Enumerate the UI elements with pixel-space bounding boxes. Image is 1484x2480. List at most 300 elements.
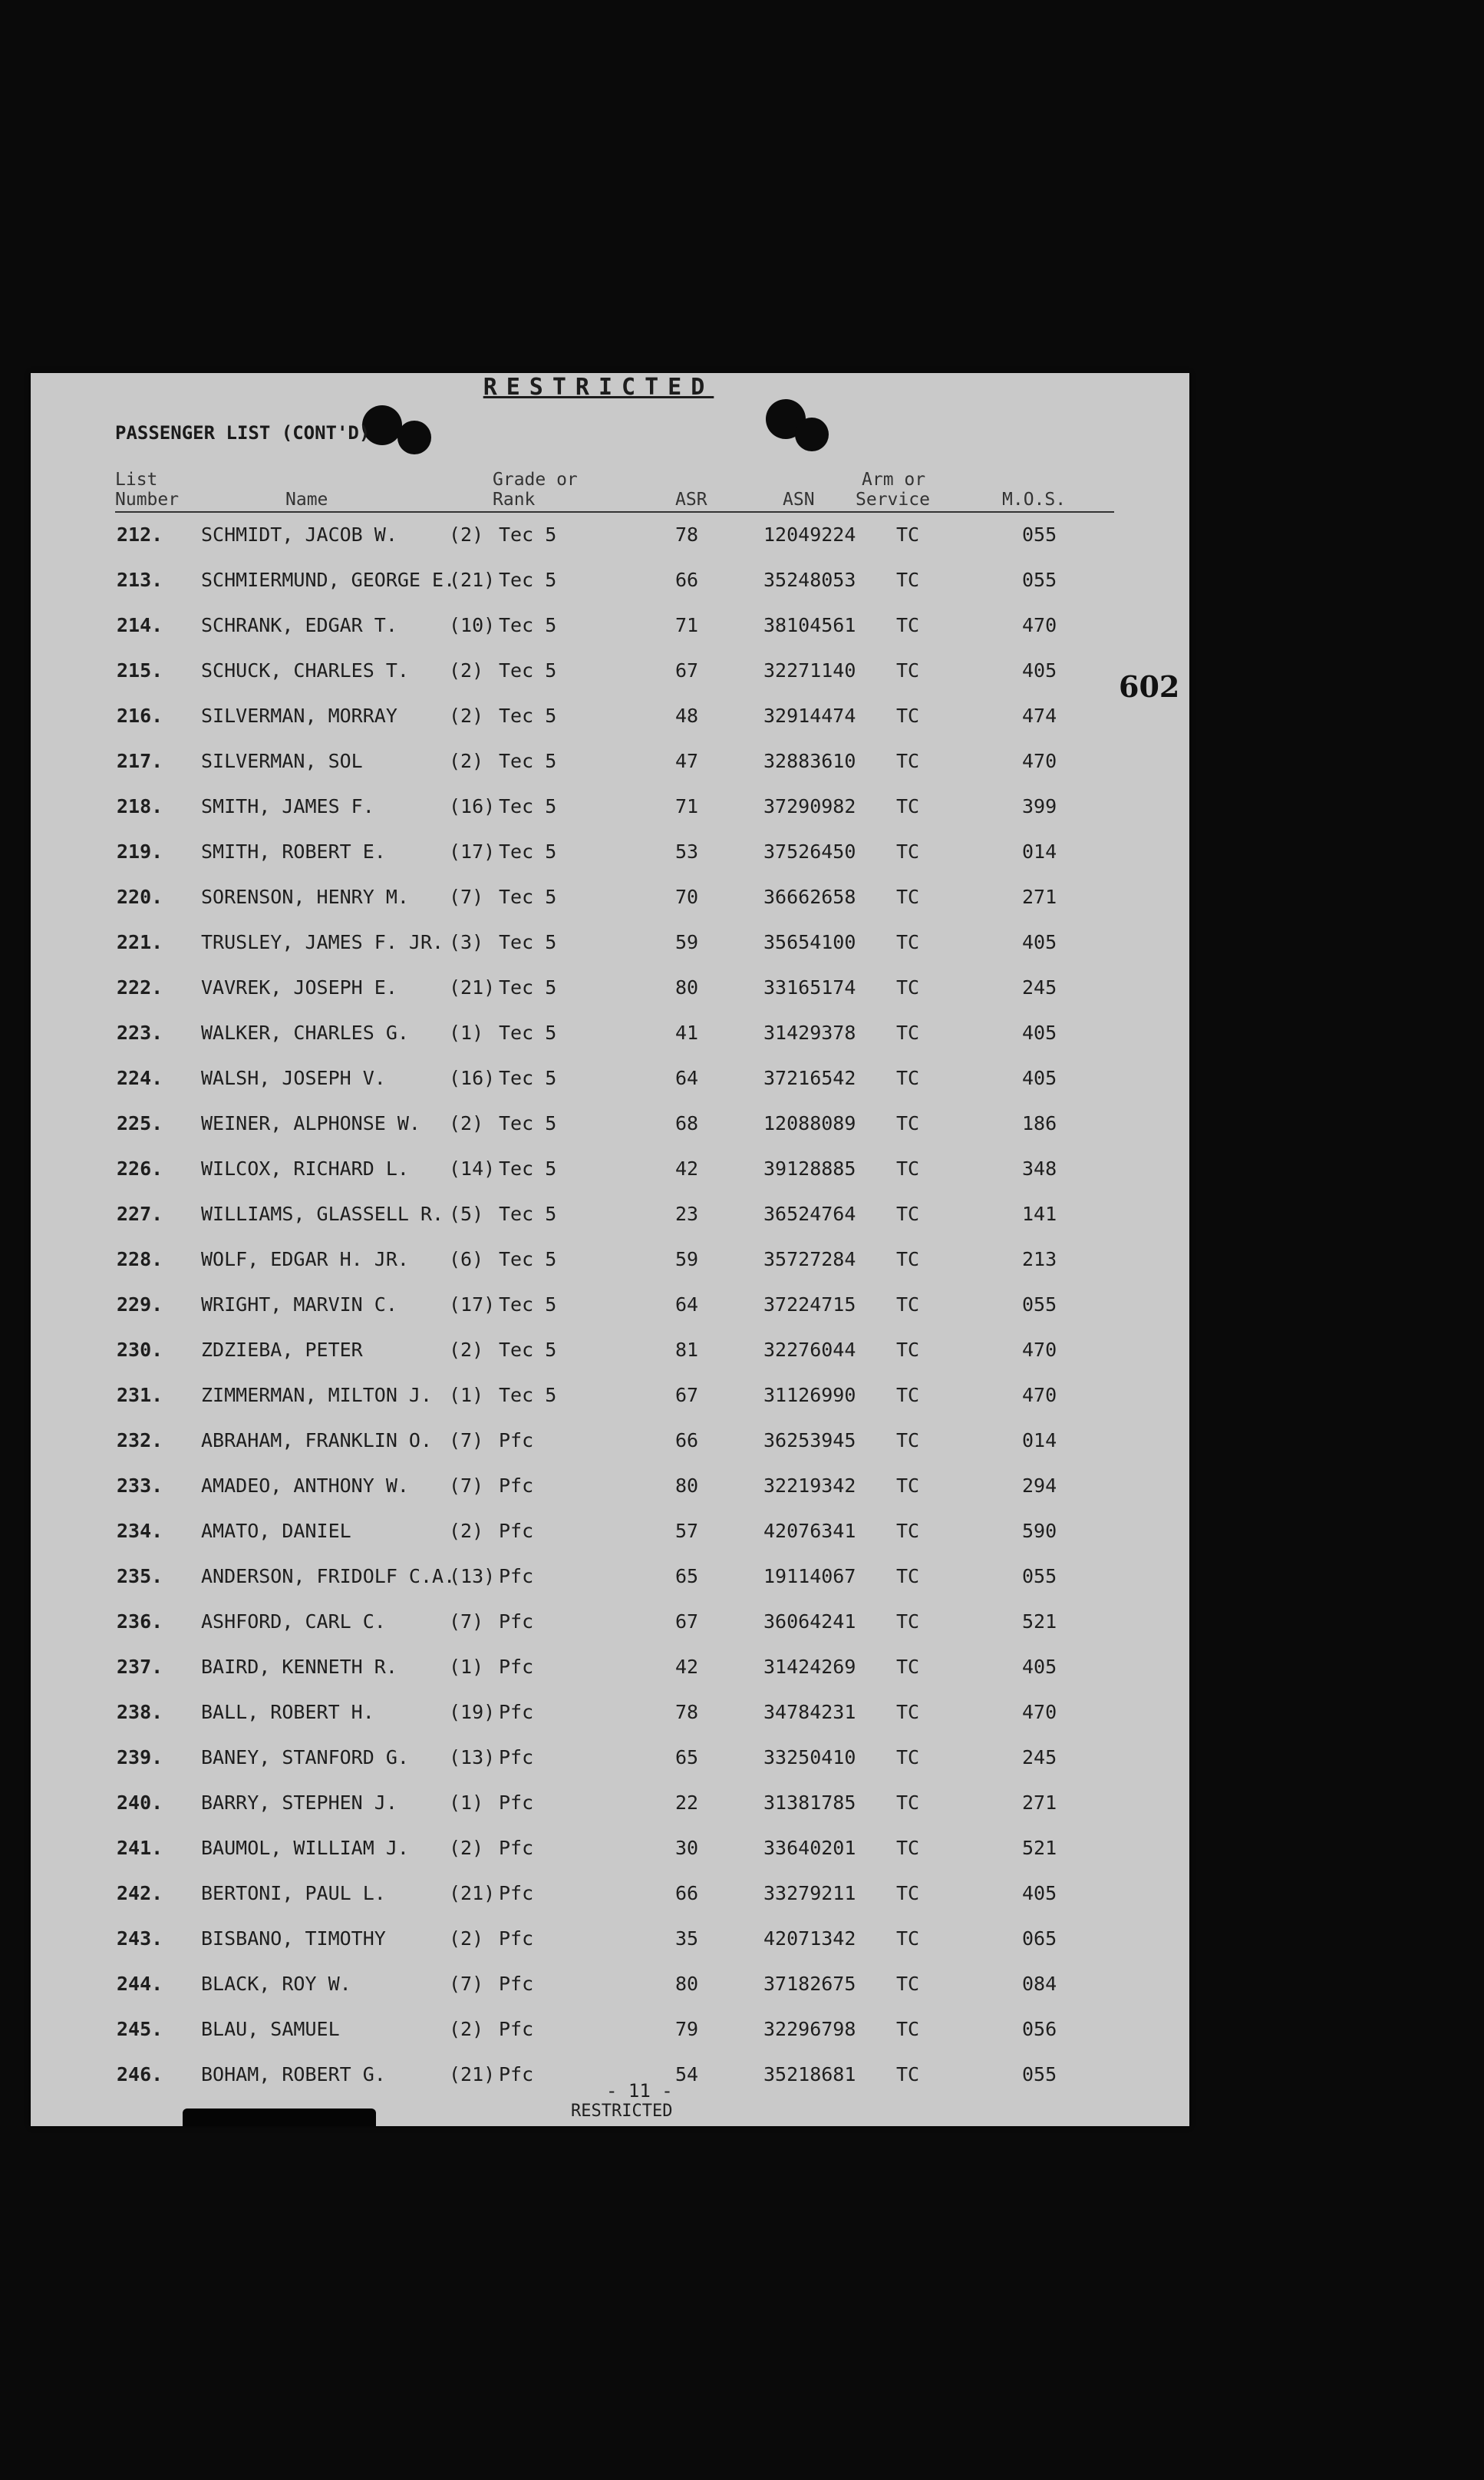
- mos-code: 056: [1022, 2018, 1057, 2040]
- asr-score: 57: [675, 1520, 699, 1542]
- group-code: (21): [449, 1882, 496, 1904]
- asr-score: 47: [675, 750, 699, 772]
- footer-page-number: - 11 -: [606, 2080, 673, 2102]
- table-row: [0, 1963, 1484, 2009]
- arm-service: TC: [896, 1927, 920, 1950]
- col-asn: ASN: [783, 490, 815, 510]
- asr-score: 48: [675, 705, 699, 727]
- table-row: [0, 1420, 1484, 1465]
- serial-number: 36064241: [763, 1610, 856, 1633]
- arm-service: TC: [896, 1565, 920, 1587]
- grade-rank: Tec 5: [499, 1067, 557, 1089]
- mos-code: 055: [1022, 569, 1057, 591]
- serial-number: 35248053: [763, 569, 856, 591]
- asr-score: 65: [675, 1565, 699, 1587]
- list-number: 222.: [117, 976, 163, 999]
- serial-number: 36524764: [763, 1203, 856, 1225]
- page-tab-shadow: [183, 2108, 376, 2126]
- grade-rank: Tec 5: [499, 1248, 557, 1270]
- arm-service: TC: [896, 931, 920, 953]
- serial-number: 19114067: [763, 1565, 856, 1587]
- passenger-name: WOLF, EDGAR H. JR.: [201, 1248, 409, 1270]
- arm-service: TC: [896, 1610, 920, 1633]
- passenger-name: BAIRD, KENNETH R.: [201, 1656, 397, 1678]
- asr-score: 53: [675, 840, 699, 863]
- mos-code: 245: [1022, 976, 1057, 999]
- list-number: 240.: [117, 1791, 163, 1814]
- passenger-name: SMITH, JAMES F.: [201, 795, 374, 817]
- serial-number: 37526450: [763, 840, 856, 863]
- passenger-list-title: PASSENGER LIST (CONT'D): [115, 422, 371, 444]
- list-number: 236.: [117, 1610, 163, 1633]
- passenger-name: VAVREK, JOSEPH E.: [201, 976, 397, 999]
- mos-code: 055: [1022, 523, 1057, 546]
- footer-restricted: RESTRICTED: [571, 2102, 673, 2121]
- list-number: 229.: [117, 1293, 163, 1316]
- grade-rank: Tec 5: [499, 614, 557, 636]
- arm-service: TC: [896, 1791, 920, 1814]
- mos-code: 271: [1022, 886, 1057, 908]
- list-number: 244.: [117, 1973, 163, 1995]
- mos-code: 213: [1022, 1248, 1057, 1270]
- group-code: (1): [449, 1656, 484, 1678]
- asr-score: 81: [675, 1339, 699, 1361]
- passenger-name: WALKER, CHARLES G.: [201, 1022, 409, 1044]
- asr-score: 64: [675, 1067, 699, 1089]
- col-list-number: List Number: [115, 470, 180, 510]
- list-number: 224.: [117, 1067, 163, 1089]
- list-number: 212.: [117, 523, 163, 546]
- table-row: [0, 514, 1484, 560]
- serial-number: 12049224: [763, 523, 856, 546]
- arm-service: TC: [896, 1973, 920, 1995]
- passenger-name: ZIMMERMAN, MILTON J.: [201, 1384, 433, 1406]
- list-number: 233.: [117, 1474, 163, 1497]
- asr-score: 54: [675, 2063, 699, 2085]
- arm-service: TC: [896, 1112, 920, 1134]
- table-row: [0, 560, 1484, 605]
- grade-rank: Tec 5: [499, 795, 557, 817]
- serial-number: 31126990: [763, 1384, 856, 1406]
- table-row: [0, 1012, 1484, 1058]
- table-row: [0, 1058, 1484, 1103]
- table-row: [0, 2054, 1484, 2099]
- passenger-name: AMATO, DANIEL: [201, 1520, 351, 1542]
- table-row: [0, 877, 1484, 922]
- mos-code: 065: [1022, 1927, 1057, 1950]
- table-row: [0, 1465, 1484, 1511]
- grade-rank: Tec 5: [499, 1293, 557, 1316]
- list-number: 213.: [117, 569, 163, 591]
- grade-rank: Tec 5: [499, 659, 557, 682]
- grade-rank: Pfc: [499, 1837, 534, 1859]
- page-number-stamp: 602: [1119, 669, 1180, 704]
- group-code: (2): [449, 2018, 484, 2040]
- grade-rank: Tec 5: [499, 840, 557, 863]
- passenger-name: ANDERSON, FRIDOLF C.A.: [201, 1565, 456, 1587]
- serial-number: 35654100: [763, 931, 856, 953]
- passenger-rows: [0, 514, 1484, 2099]
- asr-score: 67: [675, 659, 699, 682]
- list-number: 238.: [117, 1701, 163, 1723]
- table-row: [0, 1103, 1484, 1148]
- passenger-name: BOHAM, ROBERT G.: [201, 2063, 386, 2085]
- mos-code: 405: [1022, 1656, 1057, 1678]
- table-row: [0, 605, 1484, 650]
- col-mos: M.O.S.: [1002, 490, 1067, 510]
- serial-number: 31381785: [763, 1791, 856, 1814]
- grade-rank: Tec 5: [499, 569, 557, 591]
- list-number: 242.: [117, 1882, 163, 1904]
- arm-service: TC: [896, 523, 920, 546]
- list-number: 226.: [117, 1157, 163, 1180]
- grade-rank: Tec 5: [499, 1157, 557, 1180]
- mos-code: 405: [1022, 1882, 1057, 1904]
- serial-number: 42076341: [763, 1520, 856, 1542]
- serial-number: 33640201: [763, 1837, 856, 1859]
- mos-code: 014: [1022, 1429, 1057, 1451]
- serial-number: 33165174: [763, 976, 856, 999]
- punch-hole-right-2: [795, 418, 829, 451]
- table-row: [0, 1646, 1484, 1692]
- table-row: [0, 1239, 1484, 1284]
- list-number: 232.: [117, 1429, 163, 1451]
- grade-rank: Tec 5: [499, 976, 557, 999]
- passenger-name: BERTONI, PAUL L.: [201, 1882, 386, 1904]
- passenger-name: BLACK, ROY W.: [201, 1973, 351, 1995]
- grade-rank: Pfc: [499, 1429, 534, 1451]
- passenger-name: BAUMOL, WILLIAM J.: [201, 1837, 409, 1859]
- arm-service: TC: [896, 659, 920, 682]
- mos-code: 186: [1022, 1112, 1057, 1134]
- serial-number: 32296798: [763, 2018, 856, 2040]
- punch-hole-left-2: [397, 421, 431, 454]
- mos-code: 405: [1022, 931, 1057, 953]
- passenger-name: BARRY, STEPHEN J.: [201, 1791, 397, 1814]
- grade-rank: Pfc: [499, 1882, 534, 1904]
- serial-number: 33250410: [763, 1746, 856, 1768]
- arm-service: TC: [896, 840, 920, 863]
- group-code: (2): [449, 523, 484, 546]
- grade-rank: Pfc: [499, 1474, 534, 1497]
- passenger-name: SILVERMAN, SOL: [201, 750, 363, 772]
- list-number: 215.: [117, 659, 163, 682]
- group-code: (7): [449, 1474, 484, 1497]
- mos-code: 405: [1022, 1067, 1057, 1089]
- group-code: (1): [449, 1384, 484, 1406]
- serial-number: 37216542: [763, 1067, 856, 1089]
- table-row: [0, 1375, 1484, 1420]
- arm-service: TC: [896, 1520, 920, 1542]
- grade-rank: Pfc: [499, 2063, 534, 2085]
- group-code: (19): [449, 1701, 496, 1723]
- asr-score: 35: [675, 1927, 699, 1950]
- group-code: (2): [449, 1520, 484, 1542]
- list-number: 225.: [117, 1112, 163, 1134]
- table-row: [0, 695, 1484, 741]
- table-row: [0, 1918, 1484, 1963]
- table-row: [0, 1873, 1484, 1918]
- header-underline: [115, 511, 1114, 513]
- arm-service: TC: [896, 1203, 920, 1225]
- mos-code: 141: [1022, 1203, 1057, 1225]
- list-number: 227.: [117, 1203, 163, 1225]
- passenger-name: ABRAHAM, FRANKLIN O.: [201, 1429, 433, 1451]
- group-code: (10): [449, 614, 496, 636]
- asr-score: 78: [675, 1701, 699, 1723]
- serial-number: 12088089: [763, 1112, 856, 1134]
- list-number: 246.: [117, 2063, 163, 2085]
- arm-service: TC: [896, 569, 920, 591]
- group-code: (16): [449, 795, 496, 817]
- asr-score: 78: [675, 523, 699, 546]
- group-code: (3): [449, 931, 484, 953]
- asr-score: 30: [675, 1837, 699, 1859]
- group-code: (2): [449, 1837, 484, 1859]
- passenger-name: BLAU, SAMUEL: [201, 2018, 340, 2040]
- asr-score: 59: [675, 931, 699, 953]
- arm-service: TC: [896, 1384, 920, 1406]
- mos-code: 470: [1022, 614, 1057, 636]
- asr-score: 41: [675, 1022, 699, 1044]
- table-row: [0, 1556, 1484, 1601]
- table-row: [0, 1148, 1484, 1194]
- group-code: (5): [449, 1203, 484, 1225]
- asr-score: 59: [675, 1248, 699, 1270]
- restricted-heading: RESTRICTED: [483, 374, 714, 401]
- arm-service: TC: [896, 1339, 920, 1361]
- mos-code: 470: [1022, 1384, 1057, 1406]
- serial-number: 32271140: [763, 659, 856, 682]
- mos-code: 405: [1022, 1022, 1057, 1044]
- mos-code: 474: [1022, 705, 1057, 727]
- passenger-name: SMITH, ROBERT E.: [201, 840, 386, 863]
- group-code: (7): [449, 1429, 484, 1451]
- group-code: (1): [449, 1791, 484, 1814]
- arm-service: TC: [896, 2063, 920, 2085]
- passenger-name: WILCOX, RICHARD L.: [201, 1157, 409, 1180]
- arm-service: TC: [896, 750, 920, 772]
- serial-number: 38104561: [763, 614, 856, 636]
- grade-rank: Tec 5: [499, 705, 557, 727]
- group-code: (1): [449, 1022, 484, 1044]
- group-code: (2): [449, 750, 484, 772]
- arm-service: TC: [896, 1882, 920, 1904]
- arm-service: TC: [896, 886, 920, 908]
- table-row: [0, 1511, 1484, 1556]
- table-row: [0, 1692, 1484, 1737]
- grade-rank: Pfc: [499, 2018, 534, 2040]
- mos-code: 470: [1022, 1339, 1057, 1361]
- mos-code: 348: [1022, 1157, 1057, 1180]
- passenger-name: WALSH, JOSEPH V.: [201, 1067, 386, 1089]
- table-row: [0, 786, 1484, 831]
- mos-code: 271: [1022, 1791, 1057, 1814]
- list-number: 230.: [117, 1339, 163, 1361]
- arm-service: TC: [896, 2018, 920, 2040]
- table-row: [0, 831, 1484, 877]
- asr-score: 42: [675, 1157, 699, 1180]
- col-name: Name: [285, 490, 328, 510]
- table-row: [0, 922, 1484, 967]
- group-code: (13): [449, 1746, 496, 1768]
- mos-code: 055: [1022, 1293, 1057, 1316]
- asr-score: 65: [675, 1746, 699, 1768]
- arm-service: TC: [896, 1248, 920, 1270]
- asr-score: 67: [675, 1610, 699, 1633]
- group-code: (17): [449, 840, 496, 863]
- list-number: 219.: [117, 840, 163, 863]
- passenger-name: SILVERMAN, MORRAY: [201, 705, 397, 727]
- arm-service: TC: [896, 976, 920, 999]
- table-row: [0, 1329, 1484, 1375]
- passenger-name: SORENSON, HENRY M.: [201, 886, 409, 908]
- asr-score: 67: [675, 1384, 699, 1406]
- serial-number: 34784231: [763, 1701, 856, 1723]
- arm-service: TC: [896, 1746, 920, 1768]
- group-code: (21): [449, 569, 496, 591]
- list-number: 220.: [117, 886, 163, 908]
- serial-number: 32914474: [763, 705, 856, 727]
- mos-code: 245: [1022, 1746, 1057, 1768]
- grade-rank: Pfc: [499, 1520, 534, 1542]
- list-number: 228.: [117, 1248, 163, 1270]
- group-code: (2): [449, 659, 484, 682]
- table-row: [0, 1601, 1484, 1646]
- asr-score: 80: [675, 1973, 699, 1995]
- passenger-name: BISBANO, TIMOTHY: [201, 1927, 386, 1950]
- table-row: [0, 1284, 1484, 1329]
- mos-code: 084: [1022, 1973, 1057, 1995]
- arm-service: TC: [896, 795, 920, 817]
- list-number: 241.: [117, 1837, 163, 1859]
- group-code: (17): [449, 1293, 496, 1316]
- serial-number: 32883610: [763, 750, 856, 772]
- col-asr: ASR: [675, 490, 707, 510]
- serial-number: 35218681: [763, 2063, 856, 2085]
- asr-score: 71: [675, 614, 699, 636]
- mos-code: 294: [1022, 1474, 1057, 1497]
- serial-number: 31424269: [763, 1656, 856, 1678]
- arm-service: TC: [896, 1067, 920, 1089]
- table-row: [0, 1194, 1484, 1239]
- serial-number: 35727284: [763, 1248, 856, 1270]
- grade-rank: Tec 5: [499, 1112, 557, 1134]
- group-code: (2): [449, 1112, 484, 1134]
- grade-rank: Tec 5: [499, 1203, 557, 1225]
- asr-score: 66: [675, 569, 699, 591]
- arm-service: TC: [896, 1022, 920, 1044]
- asr-score: 79: [675, 2018, 699, 2040]
- list-number: 245.: [117, 2018, 163, 2040]
- passenger-name: SCHRANK, EDGAR T.: [201, 614, 397, 636]
- grade-rank: Pfc: [499, 1973, 534, 1995]
- list-number: 231.: [117, 1384, 163, 1406]
- mos-code: 055: [1022, 2063, 1057, 2085]
- grade-rank: Tec 5: [499, 523, 557, 546]
- grade-rank: Pfc: [499, 1656, 534, 1678]
- asr-score: 71: [675, 795, 699, 817]
- group-code: (21): [449, 976, 496, 999]
- mos-code: 055: [1022, 1565, 1057, 1587]
- table-row: [0, 1782, 1484, 1828]
- group-code: (6): [449, 1248, 484, 1270]
- list-number: 218.: [117, 795, 163, 817]
- list-number: 221.: [117, 931, 163, 953]
- serial-number: 42071342: [763, 1927, 856, 1950]
- group-code: (2): [449, 1339, 484, 1361]
- asr-score: 80: [675, 976, 699, 999]
- passenger-name: BANEY, STANFORD G.: [201, 1746, 409, 1768]
- table-row: [0, 650, 1484, 695]
- serial-number: 36662658: [763, 886, 856, 908]
- passenger-name: TRUSLEY, JAMES F. JR.: [201, 931, 444, 953]
- passenger-name: SCHUCK, CHARLES T.: [201, 659, 409, 682]
- serial-number: 37290982: [763, 795, 856, 817]
- passenger-name: SCHMIERMUND, GEORGE E.: [201, 569, 456, 591]
- mos-code: 521: [1022, 1837, 1057, 1859]
- mos-code: 590: [1022, 1520, 1057, 1542]
- grade-rank: Pfc: [499, 1746, 534, 1768]
- list-number: 216.: [117, 705, 163, 727]
- arm-service: TC: [896, 1429, 920, 1451]
- arm-service: TC: [896, 705, 920, 727]
- passenger-name: BALL, ROBERT H.: [201, 1701, 374, 1723]
- asr-score: 66: [675, 1882, 699, 1904]
- mos-code: 470: [1022, 750, 1057, 772]
- serial-number: 36253945: [763, 1429, 856, 1451]
- col-arm: Arm or Service: [856, 470, 930, 510]
- grade-rank: Tec 5: [499, 750, 557, 772]
- serial-number: 37182675: [763, 1973, 856, 1995]
- arm-service: TC: [896, 1701, 920, 1723]
- list-number: 239.: [117, 1746, 163, 1768]
- table-row: [0, 967, 1484, 1012]
- arm-service: TC: [896, 1157, 920, 1180]
- group-code: (16): [449, 1067, 496, 1089]
- table-row: [0, 1737, 1484, 1782]
- arm-service: TC: [896, 1293, 920, 1316]
- grade-rank: Pfc: [499, 1701, 534, 1723]
- mos-code: 014: [1022, 840, 1057, 863]
- grade-rank: Tec 5: [499, 886, 557, 908]
- mos-code: 405: [1022, 659, 1057, 682]
- grade-rank: Tec 5: [499, 1022, 557, 1044]
- asr-score: 68: [675, 1112, 699, 1134]
- group-code: (21): [449, 2063, 496, 2085]
- table-row: [0, 741, 1484, 786]
- group-code: (7): [449, 886, 484, 908]
- serial-number: 37224715: [763, 1293, 856, 1316]
- arm-service: TC: [896, 1837, 920, 1859]
- grade-rank: Pfc: [499, 1791, 534, 1814]
- grade-rank: Tec 5: [499, 1339, 557, 1361]
- grade-rank: Tec 5: [499, 1384, 557, 1406]
- passenger-name: WEINER, ALPHONSE W.: [201, 1112, 420, 1134]
- group-code: (2): [449, 1927, 484, 1950]
- asr-score: 80: [675, 1474, 699, 1497]
- grade-rank: Tec 5: [499, 931, 557, 953]
- passenger-name: AMADEO, ANTHONY W.: [201, 1474, 409, 1497]
- grade-rank: Pfc: [499, 1610, 534, 1633]
- list-number: 237.: [117, 1656, 163, 1678]
- asr-score: 66: [675, 1429, 699, 1451]
- grade-rank: Pfc: [499, 1927, 534, 1950]
- group-code: (2): [449, 705, 484, 727]
- asr-score: 22: [675, 1791, 699, 1814]
- passenger-name: WRIGHT, MARVIN C.: [201, 1293, 397, 1316]
- list-number: 217.: [117, 750, 163, 772]
